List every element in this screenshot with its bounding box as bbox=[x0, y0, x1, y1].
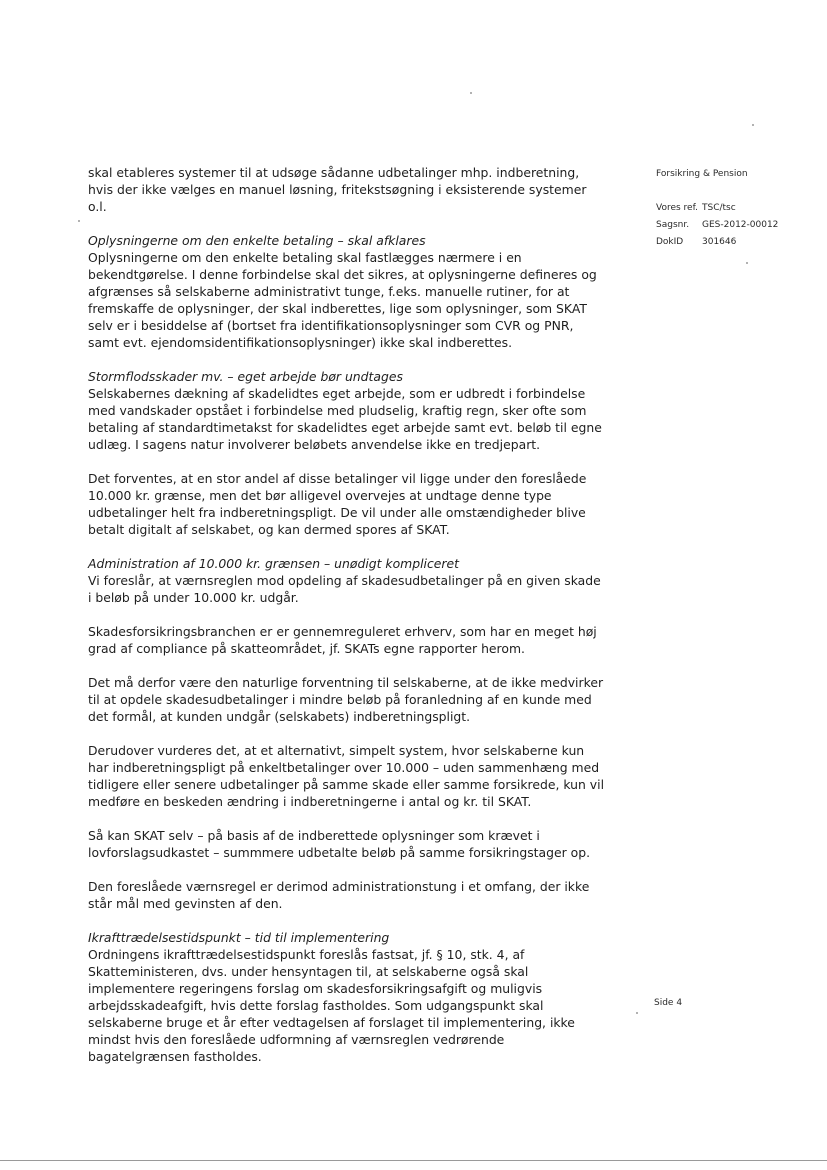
letter-body bbox=[88, 164, 604, 1065]
paragraph-proposal: Vi foreslår, at værnsreglen mod opdeling af skadesudbetalinger på en given skade i beløb på under 10.000 kr. udgår. bbox=[88, 573, 601, 605]
scan-speck bbox=[746, 262, 748, 264]
paragraph-alternative-system: Derudover vurderes det, at et alternativt, simpelt system, hvor selskaberne kun har indberetningspligt på enkeltbetalinger over 10.000 – uden sammenhæng med tidligere eller senere udbetalinger på samme skade eller samme forsikrede, kun vil medføre en beskeden ændring i indberetningerne i antal og kr. til SKAT. bbox=[88, 743, 605, 809]
paragraph-intro: skal etableres systemer til at udsøge sådanne udbetalinger mhp. indberetning, hvis der ikke vælges en manuel løsning, fritekstsøgning i eksisterende systemer o.l. bbox=[88, 165, 587, 214]
doc-id-label: DokID bbox=[656, 237, 684, 247]
organization-name: Forsikring & Pension bbox=[656, 169, 748, 179]
section-heading-payment-info: Oplysningerne om den enkelte betaling – skal afklares bbox=[88, 233, 426, 248]
scan-speck bbox=[470, 92, 472, 94]
scan-edge-line bbox=[0, 1160, 827, 1161]
paragraph-protection-rule: Den foreslåede værnsregel er derimod administrationstung i et omfang, der ikke står mål med gevinsten af den. bbox=[88, 879, 590, 911]
case-value: GES-2012-00012 bbox=[702, 220, 779, 230]
paragraph-payment-info: Oplysningerne om den enkelte betaling skal fastlægges nærmere i en bekendtgørelse. I denne forbindelse skal det sikres, at oplysningerne defineres og afgrænses så selskaberne administrativt tunge, f.eks. manuelle rutiner, for at fremskaffe de oplysninger, der skal indberettes, lige som oplysninger, som SKAT selv er i besiddelse af (bortset fra identifikationsoplysninger som CVR og PNR, samt evt. ejendomsidentifikationsoplysninger) ikke skal indberettes. bbox=[88, 250, 597, 350]
doc-id-value: 301646 bbox=[702, 237, 737, 247]
scan-speck bbox=[636, 1012, 638, 1014]
paragraph-storm-damage: Selskabernes dækning af skadelidtes eget arbejde, som er udbredt i forbindelse med vandskader opstået i forbindelse med pludselig, kraftig regn, sker ofte som betaling af standardtimetakst for skadelidtes eget arbejde samt evt. beløb til egne udlæg. I sagens natur involverer beløbets anvendelse ikke en tredjepart. bbox=[88, 386, 602, 452]
paragraph-implementation: Ordningens ikrafttrædelsestidspunkt foreslås fastsat, jf. § 10, stk. 4, af Skatteministeren, dvs. under hensyntagen til, at selskaberne også skal implementere regeringens forslag om skadesforsikringsafgift og muligvis arbejdsskadeafgift, hvis dette forslag fastholdes. Som udgangspunkt skal selskaberne bruge et år efter vedtagelsen af forslaget til implementering, ikke mindst hvis den foreslåede udformning af værnsreglen vedrørende bagatelgrænsen fastholdes. bbox=[88, 947, 575, 1064]
case-row bbox=[656, 217, 816, 234]
scan-speck bbox=[78, 220, 80, 222]
ref-row bbox=[656, 200, 816, 217]
section-heading-implementation: Ikrafttrædelsestidspunkt – tid til implementering bbox=[88, 930, 390, 945]
paragraph-skat-summation: Så kan SKAT selv – på basis af de indberettede oplysninger som krævet i lovforslagsudkastet – summmere udbetalte beløb på samme forsikringstager op. bbox=[88, 828, 591, 860]
paragraph-compliance: Skadesforsikringsbranchen er er gennemreguleret erhverv, som har en meget høj grad af compliance på skatteområdet, jf. SKATs egne rapporter herom. bbox=[88, 624, 597, 656]
doc-id-row bbox=[656, 234, 816, 251]
case-label: Sagsnr. bbox=[656, 220, 690, 230]
ref-value: TSC/tsc bbox=[702, 203, 736, 213]
paragraph-expectation: Det forventes, at en stor andel af disse betalinger vil ligge under den foreslåede 10.000 kr. grænse, men det bør alligevel overvejes at undtage denne type udbetalinger helt fra indberetningspligt. De vil under alle omstændigheder blive betalt digitalt af selskabet, og kan dermed spores af SKAT. bbox=[88, 471, 587, 537]
section-heading-administration: Administration af 10.000 kr. grænsen – unødigt kompliceret bbox=[88, 556, 460, 571]
scan-speck bbox=[752, 124, 754, 126]
paragraph-expectation-companies: Det må derfor være den naturlige forventning til selskaberne, at de ikke medvirker til at opdele skadesudbetalinger i mindre beløb på foranledning af en kunde med det formål, at kunden undgår (selskabets) indberetningspligt. bbox=[88, 675, 604, 724]
ref-label: Vores ref. bbox=[656, 203, 698, 213]
page-number: Side 4 bbox=[654, 998, 683, 1008]
reference-sidebar bbox=[656, 166, 816, 251]
section-heading-storm-damage: Stormflodsskader mv. – eget arbejde bør undtages bbox=[88, 369, 403, 384]
